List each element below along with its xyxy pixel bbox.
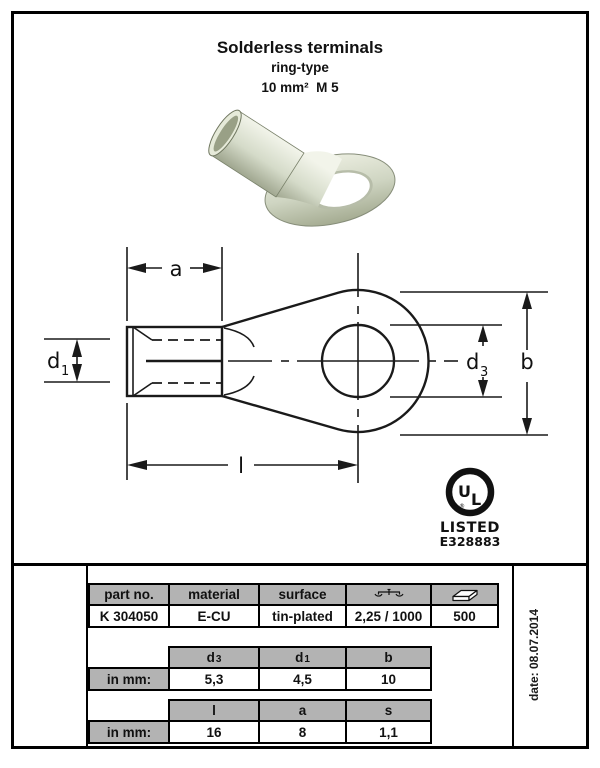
header-material: material xyxy=(170,585,258,604)
dim-label-b: b xyxy=(520,350,534,374)
dim-label-d1-sub: 1 xyxy=(61,364,70,379)
row-label-in-mm: in mm: xyxy=(90,669,168,689)
ul-letter-l: L xyxy=(471,490,482,509)
header-a: a xyxy=(260,701,345,720)
value-package-qty: 500 xyxy=(432,606,497,626)
header-surface: surface xyxy=(260,585,345,604)
row-label-in-mm: in mm: xyxy=(90,722,168,742)
header-s: s xyxy=(347,701,430,720)
dim-label-d3-sub: 3 xyxy=(480,365,489,380)
value-b: 10 xyxy=(347,669,430,689)
registered-icon: ® xyxy=(459,503,465,510)
header-part-no: part no. xyxy=(90,585,168,604)
section-divider xyxy=(14,563,586,566)
header-l: l xyxy=(170,701,258,720)
value-d3: 5,3 xyxy=(170,669,258,689)
value-part-no: K 304050 xyxy=(90,606,168,626)
header-d1: d 1 xyxy=(260,648,345,667)
date-column-border xyxy=(512,566,514,746)
centerlines xyxy=(228,253,458,483)
subtitle-size: 10 mm² M 5 xyxy=(261,79,339,95)
value-a: 8 xyxy=(260,722,345,742)
dim-label-d3-base: d xyxy=(466,350,480,374)
ul-file-number: E328883 xyxy=(439,534,501,549)
ul-listed-text: LISTED xyxy=(440,520,500,536)
header-b: b xyxy=(347,648,430,667)
dim-label-d1-base: d xyxy=(47,349,61,373)
value-l: 16 xyxy=(170,722,258,742)
terminal-photo xyxy=(203,106,402,237)
dimension-labels xyxy=(47,257,534,478)
page-title: Solderless terminals xyxy=(216,38,384,57)
dim-label-l: l xyxy=(238,454,244,478)
scale-icon xyxy=(374,588,404,601)
header-weight xyxy=(347,585,430,604)
dims-table-2-header xyxy=(168,699,432,722)
dims-table-1-values xyxy=(88,667,432,691)
subtitle-type: ring-type xyxy=(271,60,329,76)
header-package xyxy=(432,585,497,604)
value-weight: 2,25 / 1000 xyxy=(347,606,430,626)
value-material: E-CU xyxy=(170,606,258,626)
ul-logo xyxy=(440,471,501,549)
dims-table-1-header xyxy=(168,646,432,669)
value-s: 1,1 xyxy=(347,722,430,742)
date-label: date: 08.07.2014 xyxy=(527,608,541,702)
value-d1: 4,5 xyxy=(260,669,345,689)
dim-label-a: a xyxy=(169,257,183,281)
header-d3: d 3 xyxy=(170,648,258,667)
ul-letter-u: U xyxy=(458,482,471,501)
product-table xyxy=(88,583,499,628)
dims-table-2-values xyxy=(88,720,432,744)
value-surface: tin-plated xyxy=(260,606,345,626)
box-icon xyxy=(450,588,480,602)
